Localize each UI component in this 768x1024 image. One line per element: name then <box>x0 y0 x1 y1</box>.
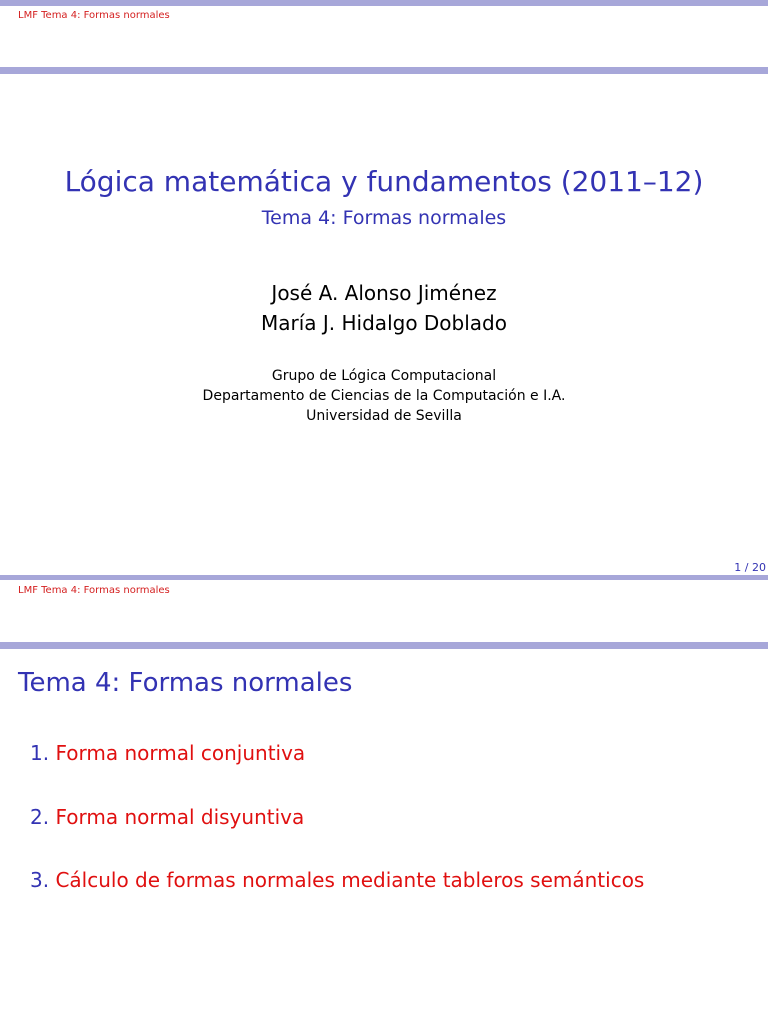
toc-item-label: Cálculo de formas normales mediante tableros semánticos <box>55 868 645 892</box>
slide1-header-title: LMF Tema 4: Formas normales <box>18 10 170 21</box>
author-2: María J. Hidalgo Doblado <box>261 311 507 335</box>
presentation-subtitle: Tema 4: Formas normales <box>261 207 507 229</box>
slide2-header-title: LMF Tema 4: Formas normales <box>18 585 170 596</box>
toc-item-2[interactable] <box>30 805 304 829</box>
toc-item-1[interactable] <box>30 741 305 765</box>
page-number: 1 / 20 <box>734 561 766 574</box>
slide1-top-bar <box>0 0 768 6</box>
institution-line-1: Grupo de Lógica Computacional <box>271 368 497 384</box>
toc-item-label: Forma normal conjuntiva <box>55 741 306 765</box>
toc-item-number: 1. <box>30 741 50 765</box>
author-1: José A. Alonso Jiménez <box>271 281 497 305</box>
presentation-title: Lógica matemática y fundamentos (2011–12) <box>64 165 704 198</box>
slide2-frame-title: Tema 4: Formas normales <box>18 668 353 698</box>
toc-item-number: 3. <box>30 868 50 892</box>
institution-line-2: Departamento de Ciencias de la Computación e I.A. <box>202 388 566 404</box>
slide2-header-bar <box>0 642 768 649</box>
toc-item-label: Forma normal disyuntiva <box>55 805 305 829</box>
toc-item-number: 2. <box>30 805 50 829</box>
toc-item-3[interactable] <box>30 868 644 892</box>
institution-line-3: Universidad de Sevilla <box>306 408 462 424</box>
slide1-header-bar <box>0 67 768 74</box>
slide-divider-bar <box>0 575 768 580</box>
